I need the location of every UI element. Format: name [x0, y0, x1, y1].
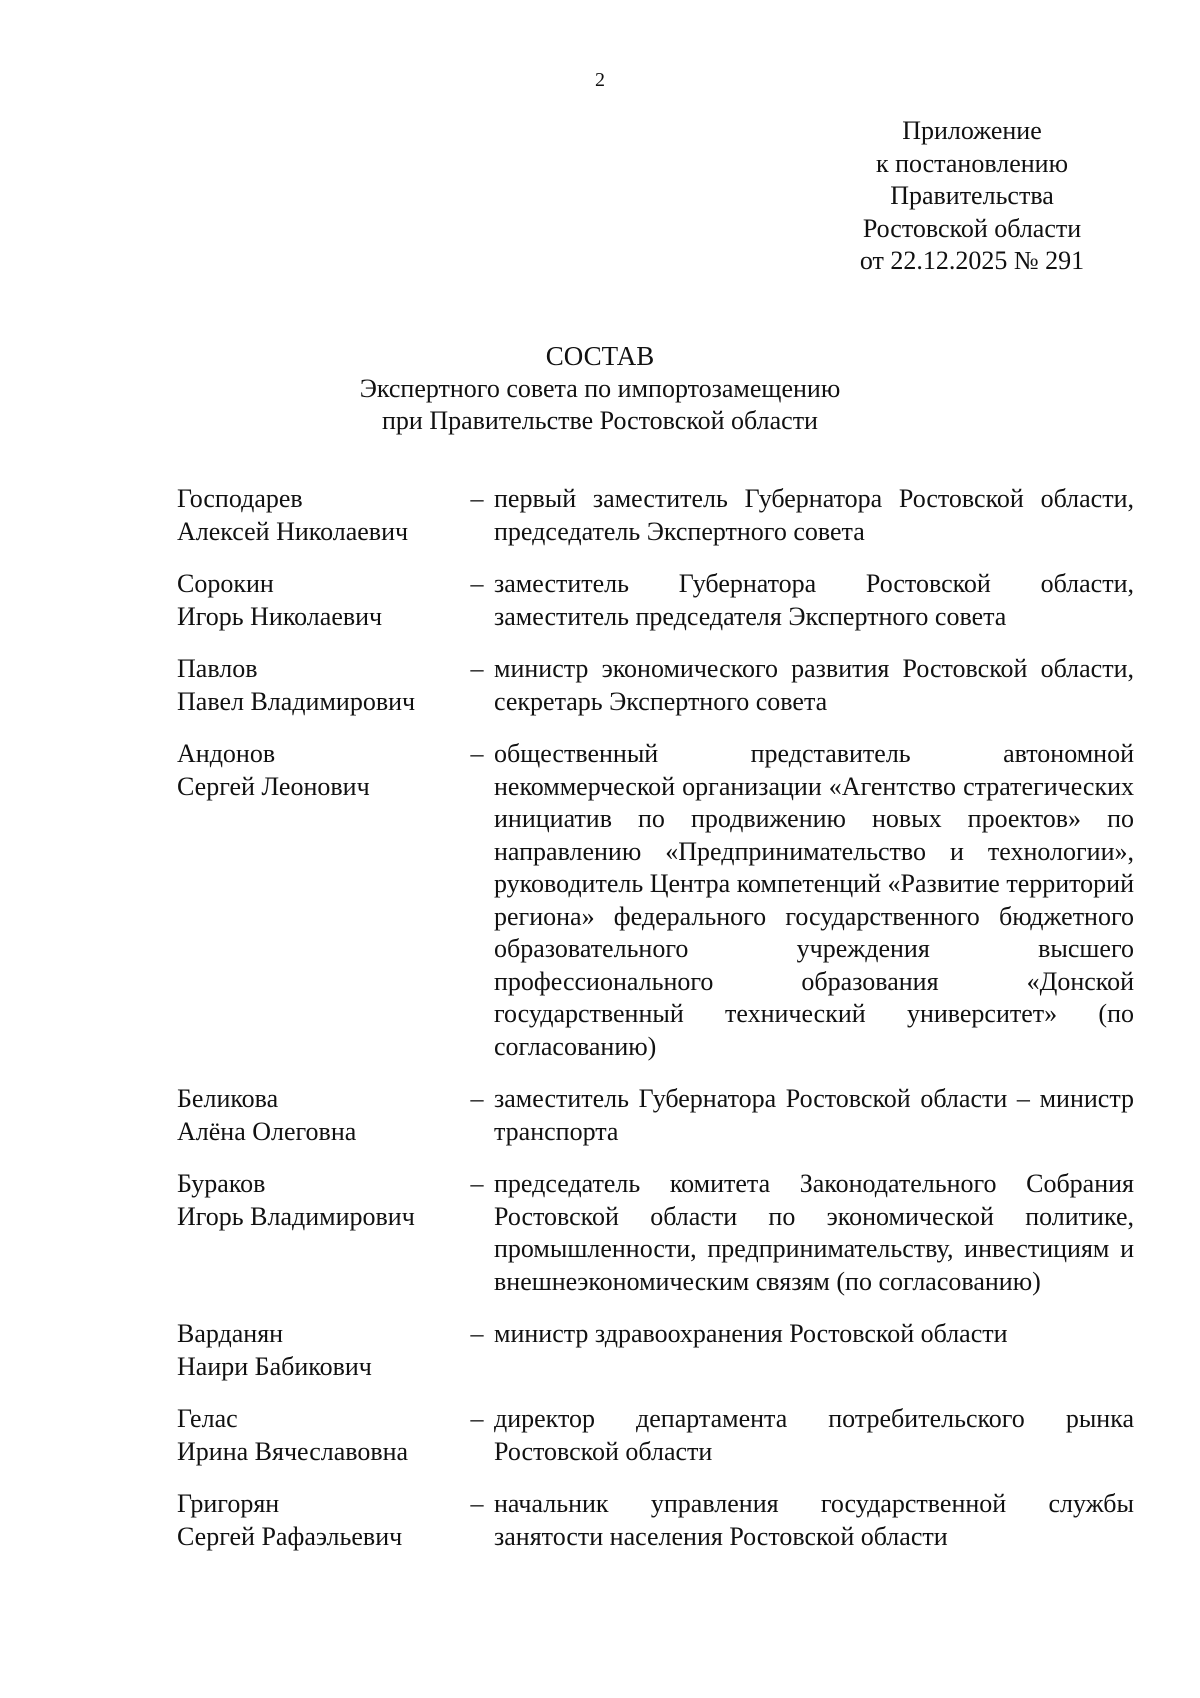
- document-title: [0, 340, 1200, 438]
- page-number: 2: [595, 69, 605, 91]
- dash-separator: –: [470, 654, 484, 683]
- member-surname: Григорян: [177, 1489, 280, 1518]
- member-name: [177, 1168, 467, 1233]
- member-entry: [177, 1083, 1137, 1148]
- member-name: [177, 738, 467, 803]
- member-given-names: Алексей Николаевич: [177, 516, 409, 546]
- member-given-names: Сергей Леонович: [177, 771, 370, 801]
- members-list: [177, 483, 1137, 1573]
- dash-separator: –: [470, 1489, 484, 1518]
- member-surname: Сорокин: [177, 569, 274, 598]
- member-role: начальник управления государственной службы занятости населения Ростовской области: [494, 1489, 1134, 1551]
- appendix-block: [820, 115, 1124, 278]
- dash-separator: –: [470, 739, 484, 768]
- appendix-line: Ростовской области: [862, 213, 1082, 243]
- member-surname: Павлов: [177, 654, 258, 683]
- member-name: [177, 653, 467, 718]
- member-role: министр экономического развития Ростовской области, секретарь Экспертного совета: [494, 654, 1134, 716]
- member-role: директор департамента потребительского рынка Ростовской области: [494, 1404, 1134, 1466]
- member-given-names: Игорь Николаевич: [177, 601, 383, 631]
- member-entry: [177, 738, 1137, 1063]
- dash-separator: –: [470, 1084, 484, 1113]
- member-given-names: Алёна Олеговна: [177, 1116, 357, 1146]
- member-entry: [177, 483, 1137, 548]
- member-entry: [177, 1403, 1137, 1468]
- member-role: первый заместитель Губернатора Ростовской области, председатель Экспертного совета: [494, 484, 1134, 546]
- member-name: [177, 1083, 467, 1148]
- member-entry: [177, 568, 1137, 633]
- member-role: заместитель Губернатора Ростовской области, заместитель председателя Экспертного совета: [494, 569, 1134, 631]
- member-given-names: Сергей Рафаэльевич: [177, 1521, 403, 1551]
- dash-separator: –: [470, 569, 484, 598]
- dash-separator: –: [470, 1404, 484, 1433]
- member-surname: Бураков: [177, 1169, 266, 1198]
- member-entry: [177, 1168, 1137, 1298]
- member-given-names: Ирина Вячеславовна: [177, 1436, 409, 1466]
- member-surname: Варданян: [177, 1319, 284, 1348]
- member-role: общественный представитель автономной некоммерческой организации «Агентство стратегических инициатив по продвижению новых проектов» по направлению «Предпринимательство и технологии», руководитель Центра компетенций «Развитие территорий региона» федерального государственного бюджетного образовательного учреждения высшего профессионального образования «Донской государственный технический университет» (по согласованию): [494, 739, 1134, 1061]
- dash-separator: –: [470, 1319, 484, 1348]
- appendix-line: Правительства: [890, 181, 1054, 210]
- dash-separator: –: [470, 1169, 484, 1198]
- appendix-line: Приложение: [902, 116, 1042, 145]
- member-name: [177, 1318, 467, 1383]
- member-surname: Господарев: [177, 484, 303, 513]
- member-given-names: Игорь Владимирович: [177, 1201, 415, 1231]
- member-role: министр здравоохранения Ростовской области: [494, 1319, 1008, 1348]
- title-heading: СОСТАВ: [545, 341, 655, 371]
- member-surname: Беликова: [177, 1084, 279, 1113]
- member-name: [177, 483, 467, 548]
- member-entry: [177, 653, 1137, 718]
- title-line: при Правительстве Ростовской области: [382, 406, 818, 435]
- member-name: [177, 1403, 467, 1468]
- member-entry: [177, 1318, 1137, 1383]
- appendix-date-number: от 22.12.2025 № 291: [859, 246, 1085, 275]
- member-name: [177, 1488, 467, 1553]
- member-role: председатель комитета Законодательного Собрания Ростовской области по экономической политике, промышленности, предпринимательству, инвестициям и внешнеэкономическим связям (по согласованию): [494, 1169, 1134, 1296]
- member-role: заместитель Губернатора Ростовской области – министр транспорта: [494, 1084, 1134, 1146]
- member-given-names: Наири Бабикович: [177, 1351, 372, 1381]
- dash-separator: –: [470, 484, 484, 513]
- title-line: Экспертного совета по импортозамещению: [359, 373, 841, 403]
- member-entry: [177, 1488, 1137, 1553]
- member-name: [177, 568, 467, 633]
- appendix-line: к постановлению: [875, 148, 1069, 178]
- member-surname: Гелас: [177, 1404, 238, 1433]
- member-given-names: Павел Владимирович: [177, 686, 416, 716]
- member-surname: Андонов: [177, 739, 276, 768]
